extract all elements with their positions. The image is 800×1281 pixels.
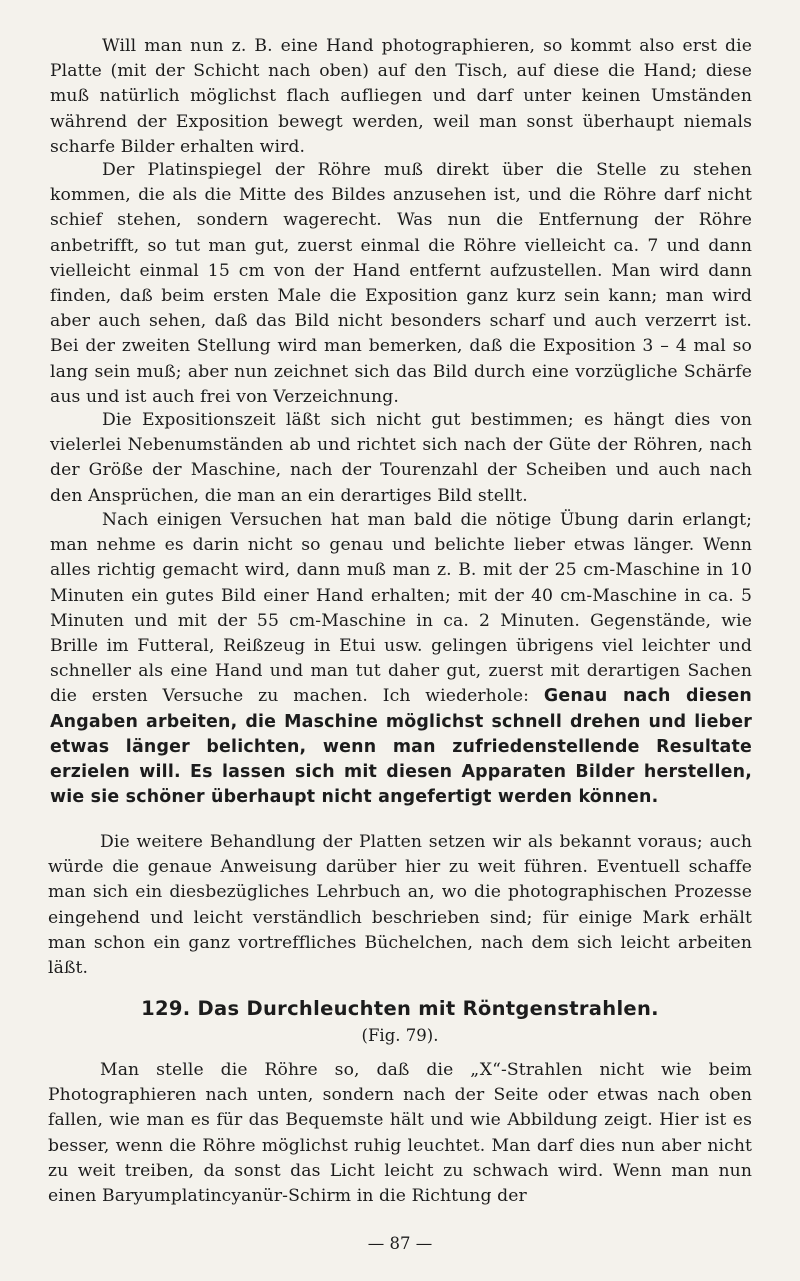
section-heading: 129. Das Durchleuchten mit Röntgenstrahlen. <box>141 997 659 1020</box>
emphasis-instructions: Genau nach diesen Angaben arbeiten, die Maschine möglichst schnell drehen und lieber etwas länger belichten, wenn man zufriedenstellende Resultate erzielen will. Es lassen sich mit diesen Apparaten Bilder herstellen, wie sie schöner überhaupt nicht angefertigt werden können. <box>50 686 752 808</box>
paragraph-plate-processing: Die weitere Behandlung der Platten setzen wir als bekannt voraus; auch würde die genaue Anweisung darüber hier zu weit führen. Eventuell schaffe man sich ein diesbezügliches Lehrbuch an, wo die photographischen Prozesse eingehend und leicht verständlich beschrieben sind; für einige Mark erhält man schon ein ganz vortreffliches Büchelchen, nach dem sich leicht arbeiten läßt. <box>48 832 752 979</box>
paragraph-experience <box>50 508 752 810</box>
paragraph-experience-text: Nach einigen Versuchen hat man bald die nötige Übung darin erlangt; man nehme es darin nicht so genau und belichte lieber etwas länger. Wenn alles richtig gemacht wird, dann muß man z. B. mit der 25 cm-Maschine in 10 Minuten ein gutes Bild einer Hand erhalten; mit der 40 cm-Maschine in ca. 5 Minuten und mit der 55 cm-Maschine in ca. 2 Minuten. Gegenstände, wie Brille im Futteral, Reißzeug in Etui usw. gelingen übrigens viel leichter und schneller als eine Hand und man tut daher gut, zuerst mit derartigen Sachen die ersten Versuche zu machen. Ich wiederhole: <box>50 510 752 707</box>
paragraph-fluoroscopy: Man stelle die Röhre so, daß die „X“-Strahlen nicht wie beim Photographieren nach unten, sondern nach der Seite oder etwas nach oben fallen, wie man es für das Bequemste hält und wie Abbildung zeigt. Hier ist es besser, wenn die Röhre möglichst ruhig leuchtet. Man darf dies nun aber nicht zu weit treiben, da sonst das Licht leicht zu schwach wird. Wenn man nun einen Baryumplatincyanür-Schirm in die Richtung der <box>48 1060 752 1207</box>
paragraph-hand-photography: Will man nun z. B. eine Hand photographieren, so kommt also erst die Platte (mit der Schicht nach oben) auf den Tisch, auf diese die Hand; diese muß natürlich möglichst flach aufliegen und darf unter keinen Umständen während der Exposition bewegt werden, weil man sonst überhaupt niemals scharfe Bilder erhalten wird. <box>50 36 752 157</box>
page-number: — 87 — <box>367 1234 433 1253</box>
paragraph-tube-position: Der Platinspiegel der Röhre muß direkt über die Stelle zu stehen kommen, die als die Mitte des Bildes anzusehen ist, und die Röhre darf nicht schief stehen, sondern wagerecht. Was nun die Entfernung der Röhre anbetrifft, so tut man gut, zuerst einmal die Röhre vielleicht ca. 7 und dann vielleicht einmal 15 cm von der Hand entfernt aufzustellen. Man wird dann finden, daß beim ersten Male die Exposition ganz kurz sein kann; man wird aber auch sehen, daß das Bild nicht besonders scharf und auch verzerrt ist. Bei der zweiten Stellung wird man bemerken, daß die Exposition 3 – 4 mal so lang sein muß; aber nun zeichnet sich das Bild durch eine vorzügliche Schärfe aus und ist auch frei von Verzeichnung. <box>50 160 752 407</box>
figure-reference: (Fig. 79). <box>361 1026 439 1045</box>
paragraph-exposure-time: Die Expositionszeit läßt sich nicht gut bestimmen; es hängt dies von vielerlei Nebenumständen ab und richtet sich nach der Güte der Röhren, nach der Größe der Maschine, nach der Tourenzahl der Scheiben und auch nach den Ansprüchen, die man an ein derartiges Bild stellt. <box>50 410 752 506</box>
